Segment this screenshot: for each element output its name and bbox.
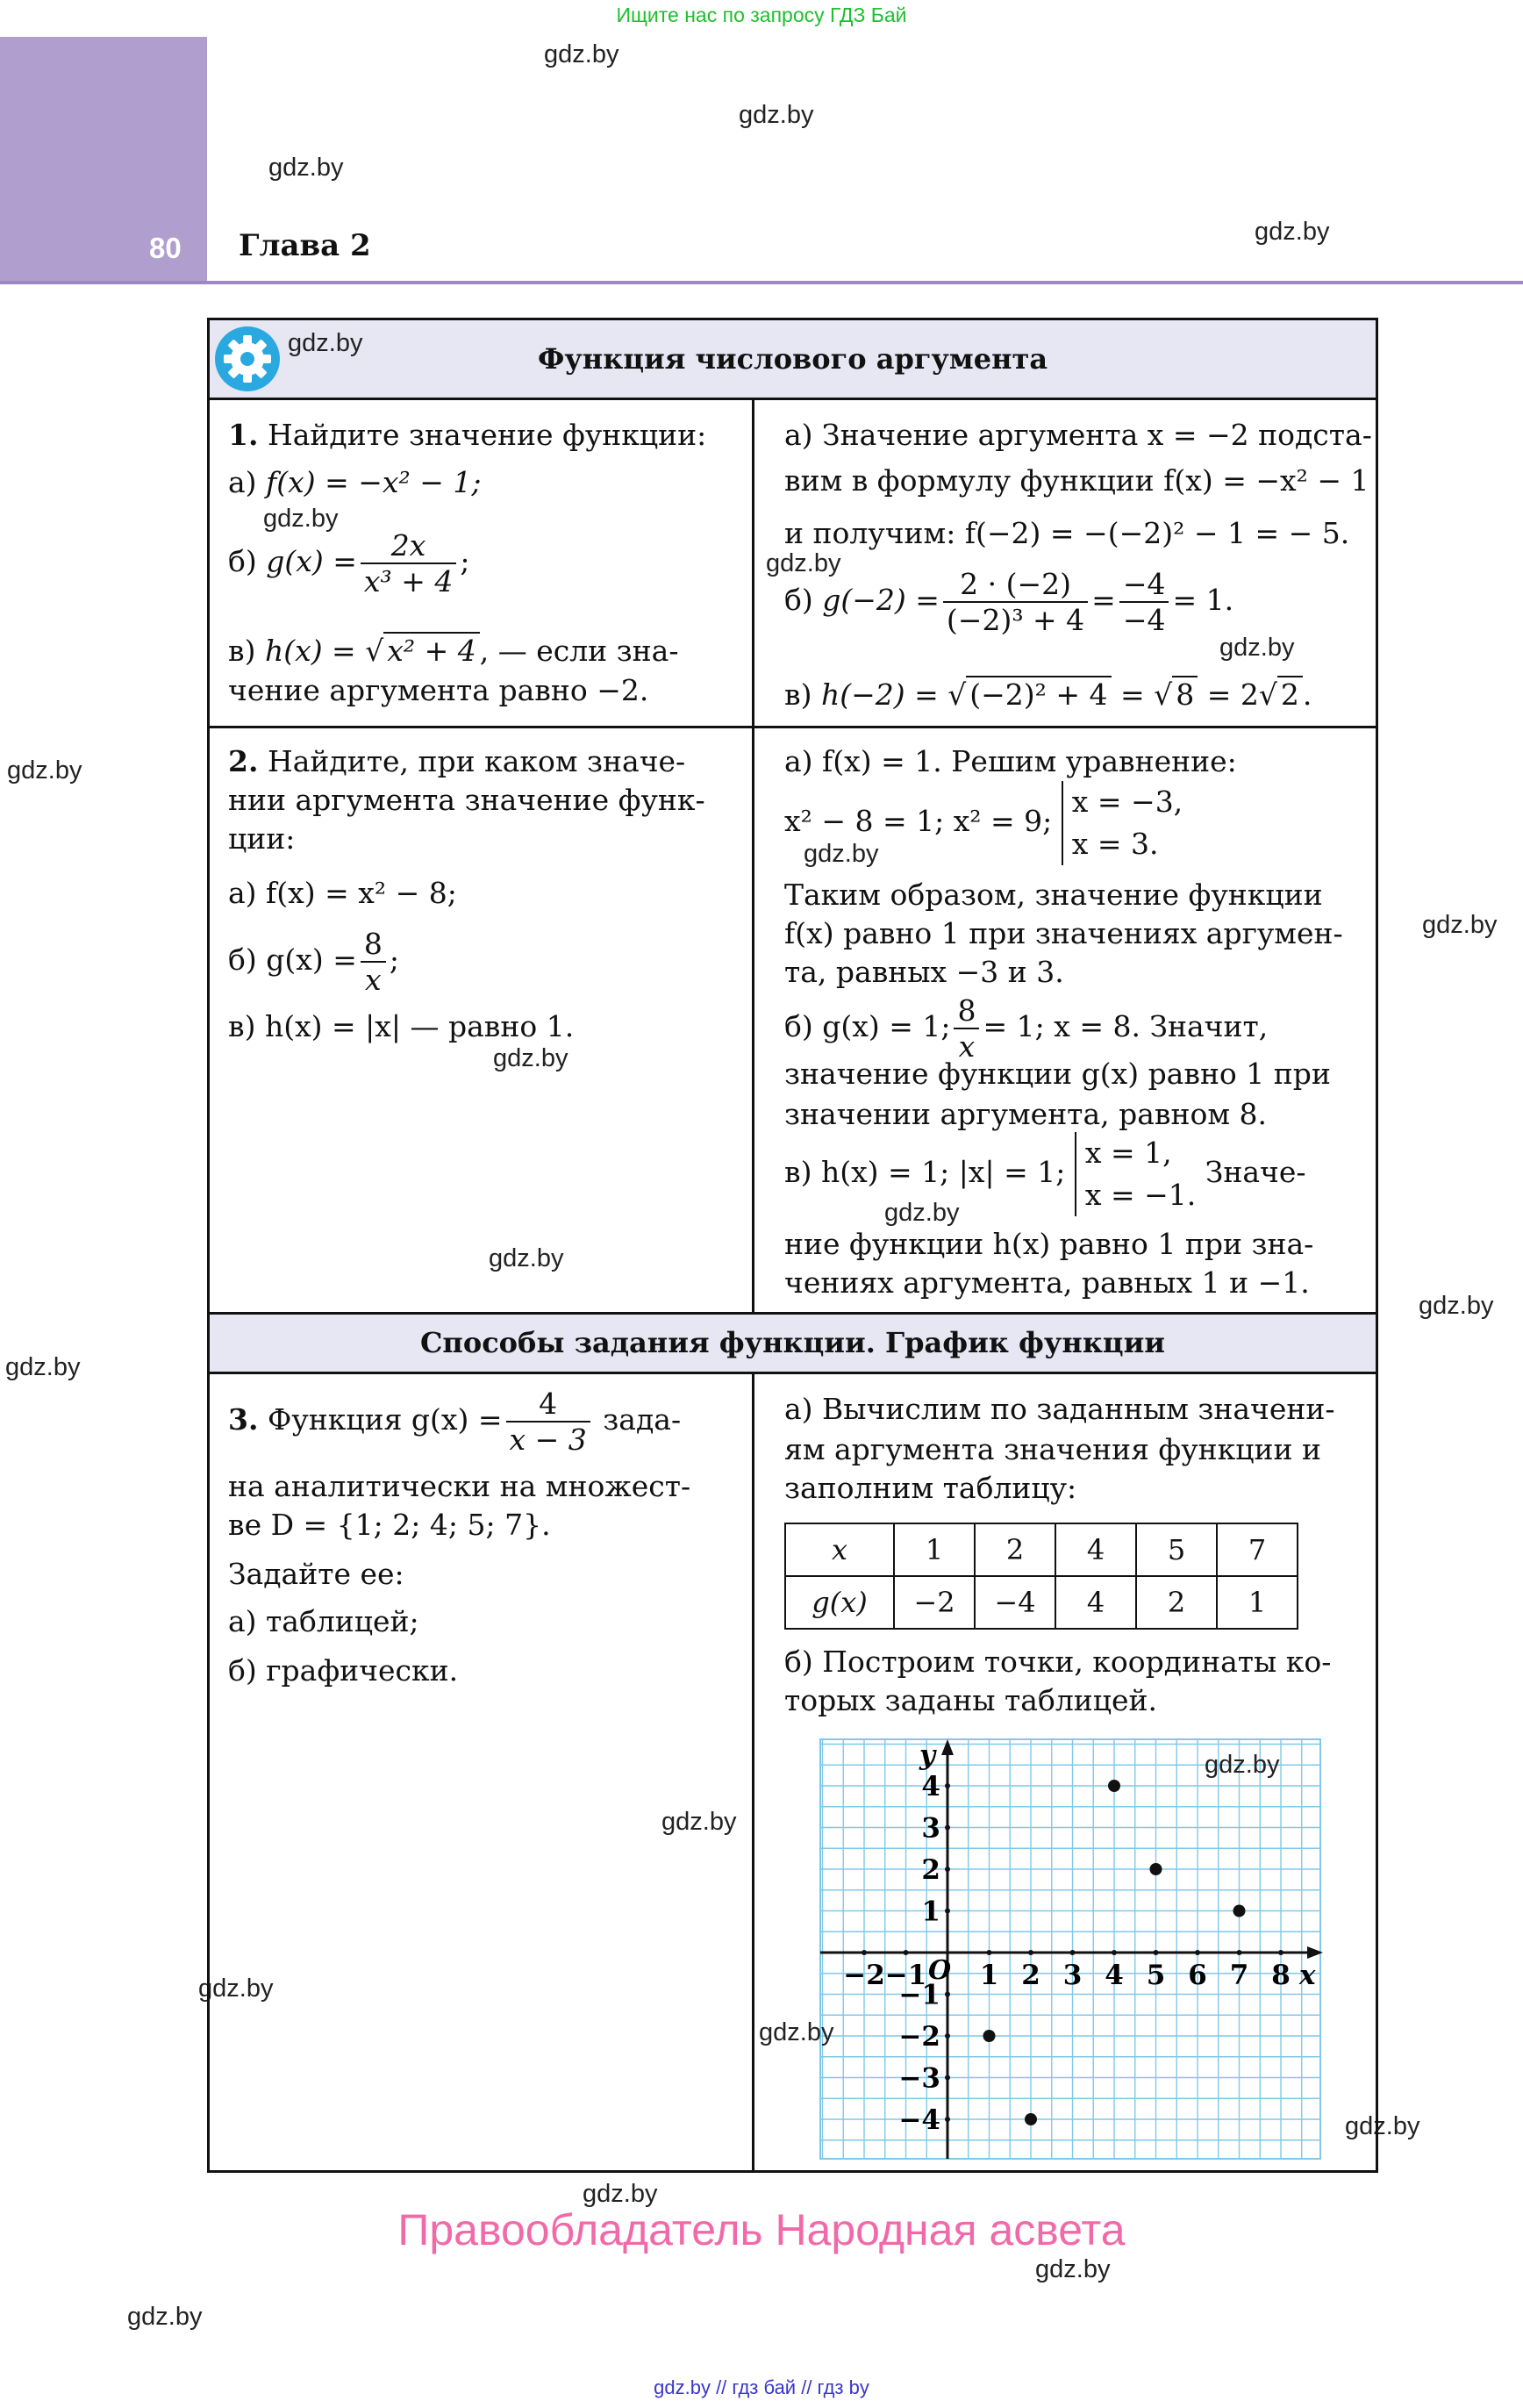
solution-2-line: та, равных −3 и 3. xyxy=(784,955,1064,989)
header-divider xyxy=(0,281,1523,284)
x-tick-label: 8 xyxy=(1271,1960,1291,1991)
watermark: gdz.by xyxy=(583,2180,658,2208)
table-cell: 4 xyxy=(1055,1576,1136,1629)
watermark: gdz.by xyxy=(198,1974,274,2003)
x-tick-mark xyxy=(904,1950,909,1955)
y-tick-label: −1 xyxy=(898,1979,940,2011)
solution-2-b: б) g(x) = 1; $\frac{8}{x}$ = 1; x = 8. Значит, xyxy=(784,993,1269,1064)
table-cell: 2 xyxy=(975,1523,1055,1576)
function-graph xyxy=(816,1738,1325,2163)
y-tick-mark xyxy=(945,2117,950,2122)
watermark: gdz.by xyxy=(493,1044,568,1072)
y-tick-label: 1 xyxy=(921,1896,940,1928)
y-tick-mark xyxy=(945,1783,950,1788)
task-2-line: нии аргумента значение функ- xyxy=(228,783,705,817)
y-tick-mark xyxy=(945,1825,950,1831)
data-point xyxy=(1025,2113,1037,2125)
x-tick-mark xyxy=(1278,1950,1283,1955)
watermark: gdz.by xyxy=(263,505,339,533)
task-2-line: ции: xyxy=(228,821,296,856)
watermark: gdz.by xyxy=(489,1244,564,1272)
y-tick-label: −3 xyxy=(898,2062,940,2095)
watermark: gdz.by xyxy=(804,840,879,868)
watermark: gdz.by xyxy=(288,329,363,357)
footer-links[interactable]: gdz.by // гдз бай // гдз by xyxy=(654,2376,869,2398)
y-tick-mark xyxy=(945,1992,950,1997)
y-tick-label: −2 xyxy=(898,2021,940,2053)
x-tick-mark xyxy=(1237,1950,1242,1955)
watermark: gdz.by xyxy=(1255,218,1330,246)
chapter-title: Глава 2 xyxy=(239,228,371,263)
y-tick-mark xyxy=(945,2033,950,2039)
x-tick-label: 7 xyxy=(1229,1960,1249,1991)
solution-3-line: б) Построим точки, координаты ко- xyxy=(784,1645,1332,1679)
x-tick-label: 4 xyxy=(1105,1960,1124,1991)
x-tick-label: 1 xyxy=(979,1960,999,1991)
top-banner[interactable]: Ищите нас по запросу ГДЗ Бай xyxy=(616,4,907,26)
grid-background xyxy=(820,1739,1320,2159)
table-cell: 1 xyxy=(1217,1576,1298,1629)
x-tick-label: −1 xyxy=(884,1960,927,1991)
y-tick-mark xyxy=(945,2075,950,2081)
watermark: gdz.by xyxy=(7,756,82,785)
solution-3-line: торых заданы таблицей. xyxy=(784,1683,1158,1717)
task-3-line: на аналитически на множест- xyxy=(228,1469,691,1503)
x-tick-label: 3 xyxy=(1062,1960,1083,1991)
y-tick-label: 3 xyxy=(921,1812,940,1845)
task-3-title: 3. Функция g(x) = $\frac{4}{x - 3}$ зада- xyxy=(228,1387,682,1457)
y-tick-mark xyxy=(945,1909,950,1914)
table-header: g(x) xyxy=(785,1576,894,1629)
y-tick-label: −4 xyxy=(898,2104,940,2136)
data-point xyxy=(1150,1863,1162,1875)
solution-2-line: чениях аргумента, равных 1 и −1. xyxy=(784,1265,1310,1300)
column-divider xyxy=(752,1373,754,2170)
table-cell: −2 xyxy=(894,1576,975,1629)
task-3-line: а) таблицей; xyxy=(228,1604,419,1638)
task-1-a: а) f(x) = −x² − 1; xyxy=(228,465,482,499)
gear-icon xyxy=(213,325,282,393)
task-3-line: ве D = {1; 2; 4; 5; 7}. xyxy=(228,1508,551,1542)
y-tick-label: 4 xyxy=(921,1771,940,1802)
task-3-line: Задайте ее: xyxy=(228,1557,404,1591)
watermark: gdz.by xyxy=(544,40,619,68)
data-point xyxy=(1233,1905,1246,1917)
table-header: x xyxy=(785,1523,894,1576)
table-cell: −4 xyxy=(975,1576,1055,1629)
values-table xyxy=(784,1523,1298,1630)
y-axis-label: y xyxy=(919,1739,936,1771)
table-row xyxy=(785,1523,1298,1576)
watermark: gdz.by xyxy=(1422,911,1498,939)
watermark: gdz.by xyxy=(739,101,814,129)
task-3-line: б) графически. xyxy=(228,1653,459,1688)
solution-1-c: в) h(−2) = √ (−2)² + 4 = √ 8 = 2√ 2 . xyxy=(784,677,1312,712)
page-number: 80 xyxy=(149,232,182,264)
watermark: gdz.by xyxy=(268,154,344,182)
row-divider xyxy=(210,1372,1376,1374)
solution-2-c: в) h(x) = 1; |x| = 1; x = 1, x = −1. Значе- xyxy=(784,1132,1306,1216)
task-2-a: а) f(x) = x² − 8; xyxy=(228,876,457,910)
origin-label: O xyxy=(928,1955,952,1986)
table-cell: 2 xyxy=(1136,1576,1217,1629)
watermark: gdz.by xyxy=(884,1199,960,1227)
solution-3-line: а) Вычислим по заданным значени- xyxy=(784,1392,1335,1426)
y-tick-mark xyxy=(945,1867,950,1872)
watermark: gdz.by xyxy=(759,2018,834,2046)
solution-1-b: б) g(−2) = $\frac{2 \cdot (-2)}{\text{(−2)³ + 4}}$ = $\frac{-4}{-4}$ = 1. xyxy=(784,567,1234,637)
solution-2-line: значение функции g(x) равно 1 при xyxy=(784,1057,1331,1091)
table-cell: 5 xyxy=(1136,1523,1217,1576)
x-tick-label: 6 xyxy=(1188,1960,1207,1991)
watermark: gdz.by xyxy=(661,1808,737,1836)
x-tick-mark xyxy=(1028,1950,1033,1955)
task-2-title: 2. Найдите, при каком значе- xyxy=(228,744,686,778)
task-1-c: в) h(x) = √ x² + 4 , — если зна- xyxy=(228,634,679,668)
solution-1-line: а) Значение аргумента x = −2 подста- xyxy=(784,418,1372,452)
solution-3-line: заполним таблицу: xyxy=(784,1471,1077,1505)
task-2-c: в) h(x) = |x| — равно 1. xyxy=(228,1009,575,1043)
task-1-title: 1. Найдите значение функции: xyxy=(228,418,707,452)
x-tick-mark xyxy=(1195,1950,1200,1955)
watermark: gdz.by xyxy=(766,549,841,577)
solution-2-line: ние функции h(x) равно 1 при зна- xyxy=(784,1227,1314,1261)
column-divider xyxy=(752,399,754,1312)
watermark: gdz.by xyxy=(5,1353,81,1381)
solution-2-line: Таким образом, значение функции xyxy=(784,878,1323,912)
solution-2-system: x² − 8 = 1; x² = 9; x = −3, x = 3. xyxy=(784,781,1183,865)
data-point xyxy=(1108,1780,1120,1792)
table-cell: 4 xyxy=(1055,1523,1136,1576)
solution-2-line: значении аргумента, равном 8. xyxy=(784,1097,1267,1131)
x-tick-mark xyxy=(987,1950,992,1955)
task-1-b: б) g(x) = $\frac{2x}{\text{x³ + 4}}$ ; xyxy=(228,528,470,598)
solution-2-line: f(x) равно 1 при значениях аргумен- xyxy=(784,916,1343,950)
solution-3-line: ям аргумента значения функции и xyxy=(784,1432,1321,1466)
x-tick-mark xyxy=(862,1950,867,1955)
x-tick-label: 5 xyxy=(1146,1960,1166,1991)
watermark: gdz.by xyxy=(1345,2112,1420,2140)
watermark: gdz.by xyxy=(1205,1751,1280,1779)
x-axis-label: x xyxy=(1299,1960,1316,1991)
y-tick-label: 2 xyxy=(921,1854,940,1886)
data-point xyxy=(983,2030,996,2042)
row-divider xyxy=(210,1312,1376,1315)
watermark: gdz.by xyxy=(1219,634,1295,662)
x-tick-label: −2 xyxy=(843,1960,885,1991)
watermark: gdz.by xyxy=(127,2303,203,2331)
watermark: gdz.by xyxy=(1035,2255,1111,2283)
section-header-2: Способы задания функции. График функции xyxy=(210,1314,1376,1372)
solution-2-line: а) f(x) = 1. Решим уравнение: xyxy=(784,744,1237,778)
copyright-notice: Правообладатель Народная асвета xyxy=(397,2205,1126,2254)
x-tick-mark xyxy=(1070,1950,1076,1955)
table-cell: 1 xyxy=(894,1523,975,1576)
row-divider xyxy=(210,726,1376,728)
watermark: gdz.by xyxy=(1419,1292,1494,1320)
x-tick-label: 2 xyxy=(1021,1960,1040,1991)
table-row xyxy=(785,1576,1298,1629)
solution-1-line: вим в формулу функции f(x) = −x² − 1 xyxy=(784,463,1369,498)
solution-1-line: и получим: f(−2) = −(−2)² − 1 = − 5. xyxy=(784,516,1350,550)
table-cell: 7 xyxy=(1217,1523,1298,1576)
x-tick-mark xyxy=(1154,1950,1159,1955)
row-divider xyxy=(210,398,1376,400)
task-2-b: б) g(x) = $\frac{8}{x}$ ; xyxy=(228,927,399,997)
x-tick-mark xyxy=(1112,1950,1117,1955)
section-header-1: Функция числового аргумента xyxy=(210,320,1376,398)
task-1-c-line2: чение аргумента равно −2. xyxy=(228,673,649,707)
